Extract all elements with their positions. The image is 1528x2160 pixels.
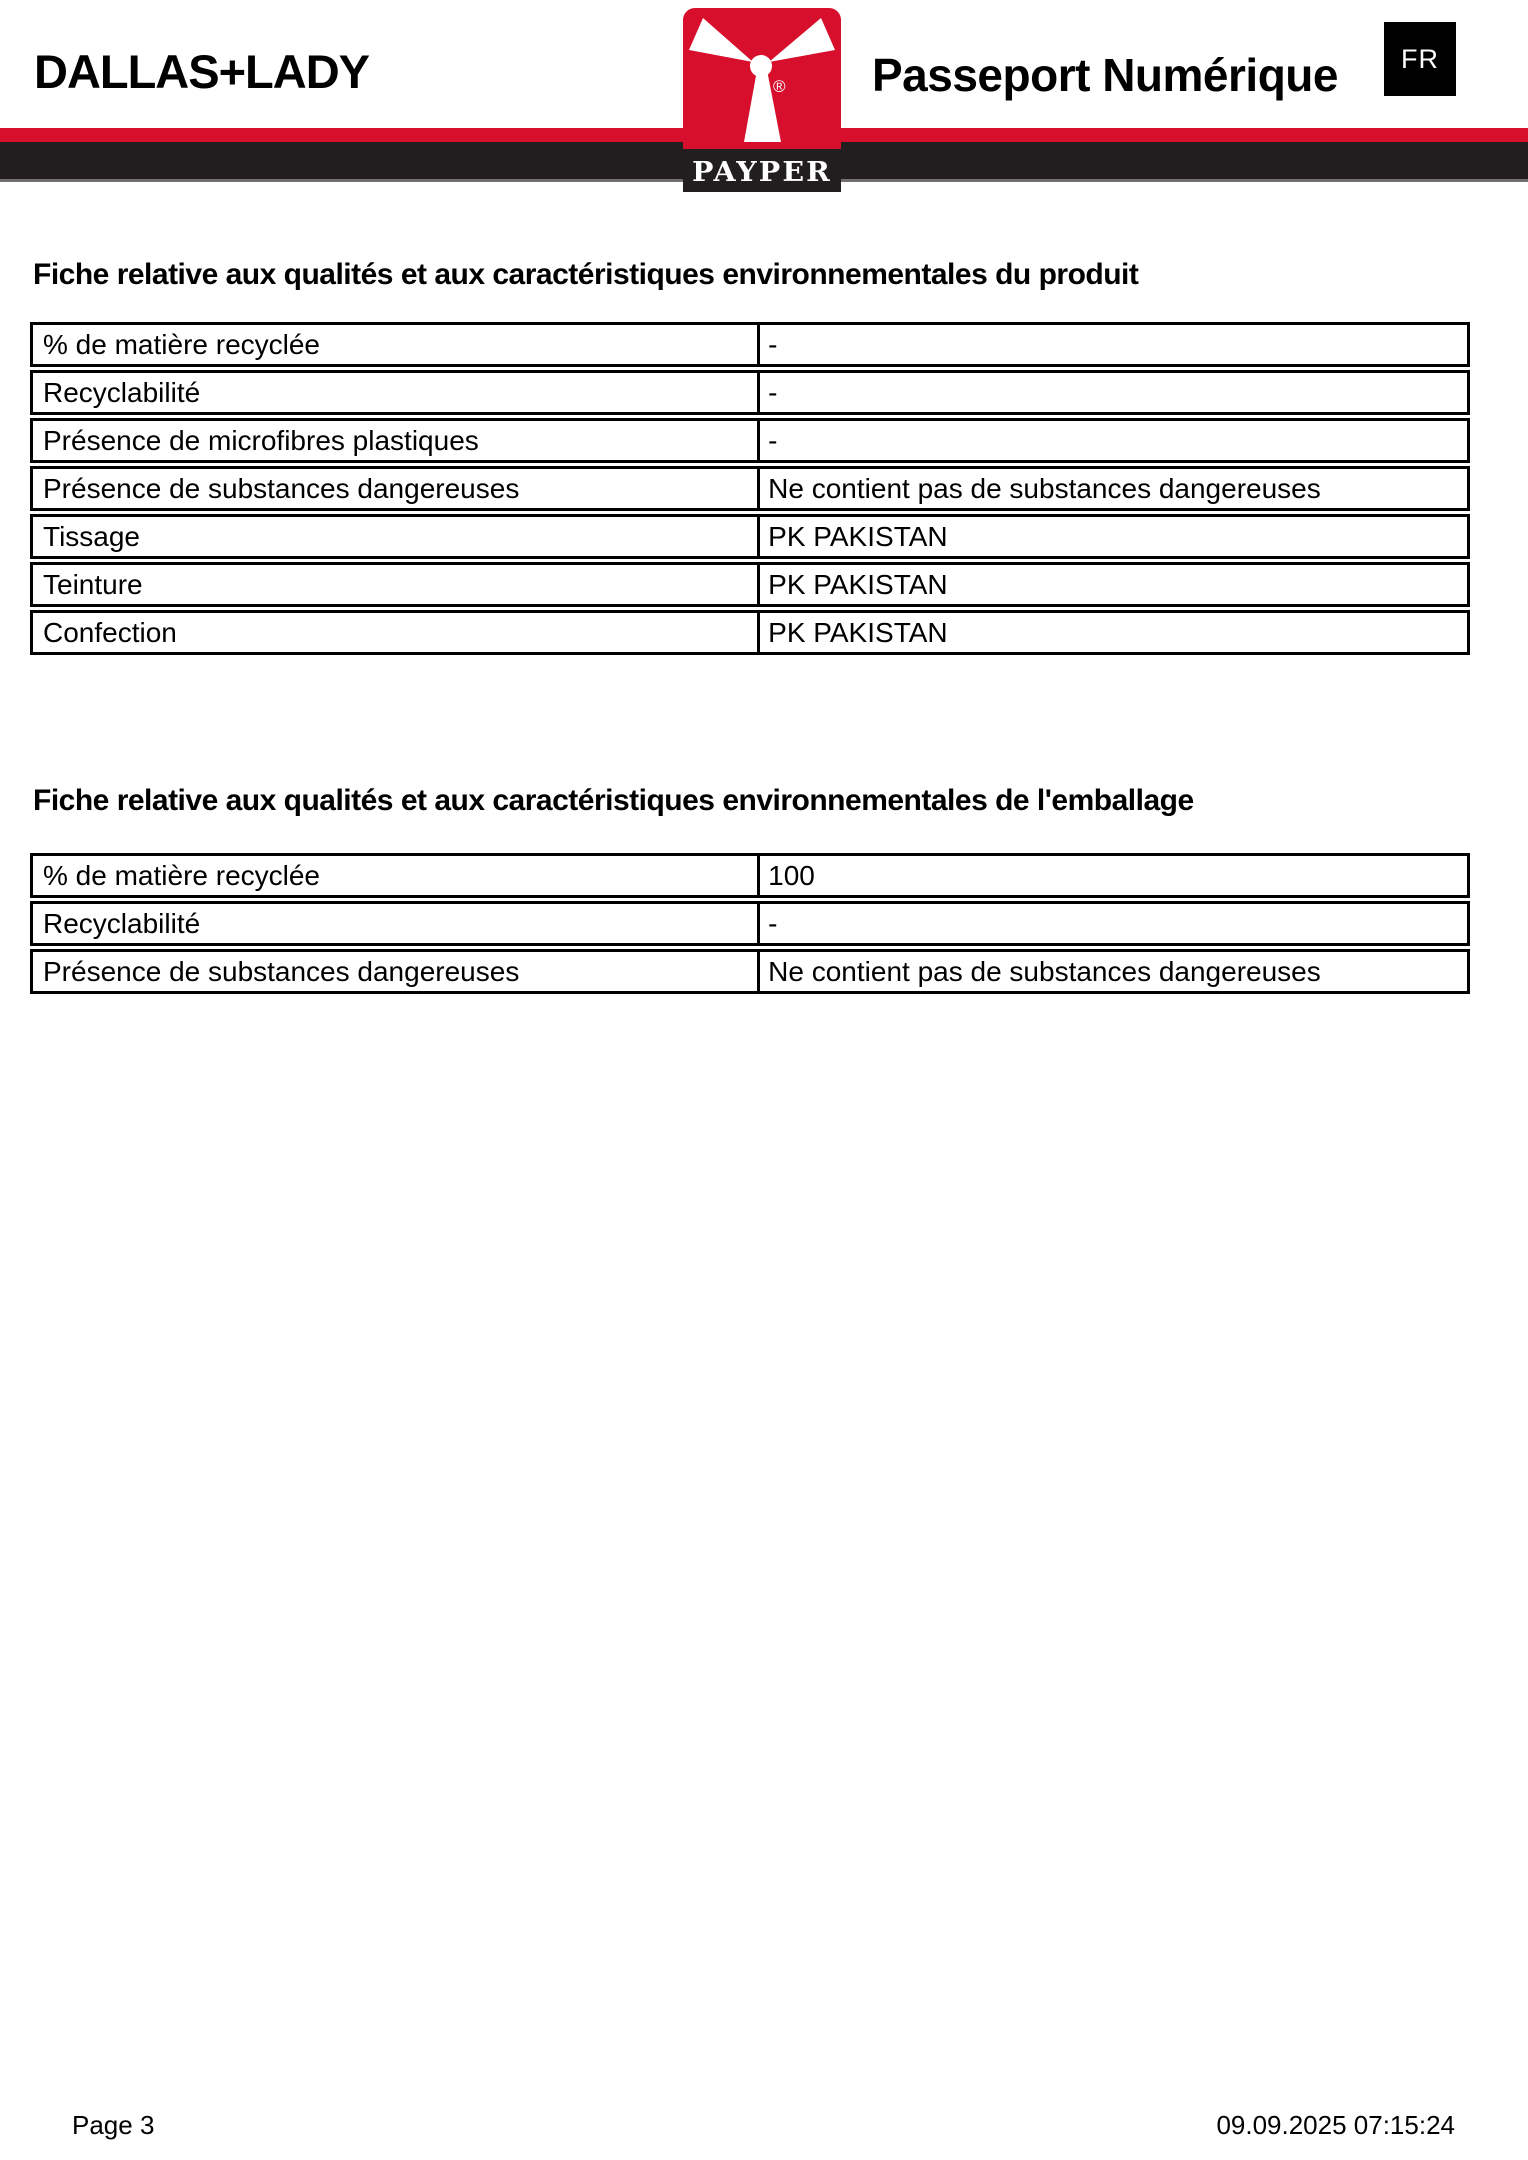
row-value: - [757,421,1467,460]
table-row [30,418,1470,463]
language-badge: FR [1384,22,1456,96]
row-label: Recyclabilité [43,376,201,408]
row-value: - [757,373,1467,412]
table-row [30,901,1470,946]
table-row [30,610,1470,655]
table-row [30,370,1470,415]
page-number: Page 3 [72,2110,155,2140]
table-row [30,514,1470,559]
row-value: PK PAKISTAN [757,517,1467,556]
row-label: Confection [43,616,177,648]
row-value: PK PAKISTAN [757,613,1467,652]
table-row [30,322,1470,367]
row-label: Présence de microfibres plastiques [43,424,479,456]
registered-mark: ® [773,77,786,96]
table-row [30,562,1470,607]
row-value: Ne contient pas de substances dangereuses [757,952,1467,991]
row-label: Recyclabilité [43,907,201,939]
table-row [30,466,1470,511]
row-label: Présence de substances dangereuses [43,955,520,987]
timestamp: 09.09.2025 07:15:24 [1216,2110,1455,2140]
row-label: % de matière recyclée [43,859,321,891]
table-row [30,853,1470,898]
payper-logo-icon [683,8,841,192]
row-label: Présence de substances dangereuses [43,472,520,504]
row-value: PK PAKISTAN [757,565,1467,604]
row-value: - [757,325,1467,364]
logo-wordmark: PAYPER [692,157,832,188]
packaging-spec-table [30,853,1470,997]
table-row [30,949,1470,994]
row-value: 100 [757,856,1467,895]
product-spec-table [30,322,1470,658]
section-heading-product: Fiche relative aux qualités et aux caractéristiques environnementales du produit [33,258,1139,291]
row-label: Tissage [43,520,141,552]
section-heading-packaging: Fiche relative aux qualités et aux caractéristiques environnementales de l'emballage [33,784,1194,817]
row-label: Teinture [43,568,143,600]
product-title: DALLAS+LADY [34,45,369,98]
row-value: Ne contient pas de substances dangereuses [757,469,1467,508]
row-label: % de matière recyclée [43,328,321,360]
brand-logo [683,8,841,192]
document-title: Passeport Numérique [872,49,1338,101]
row-value: - [757,904,1467,943]
